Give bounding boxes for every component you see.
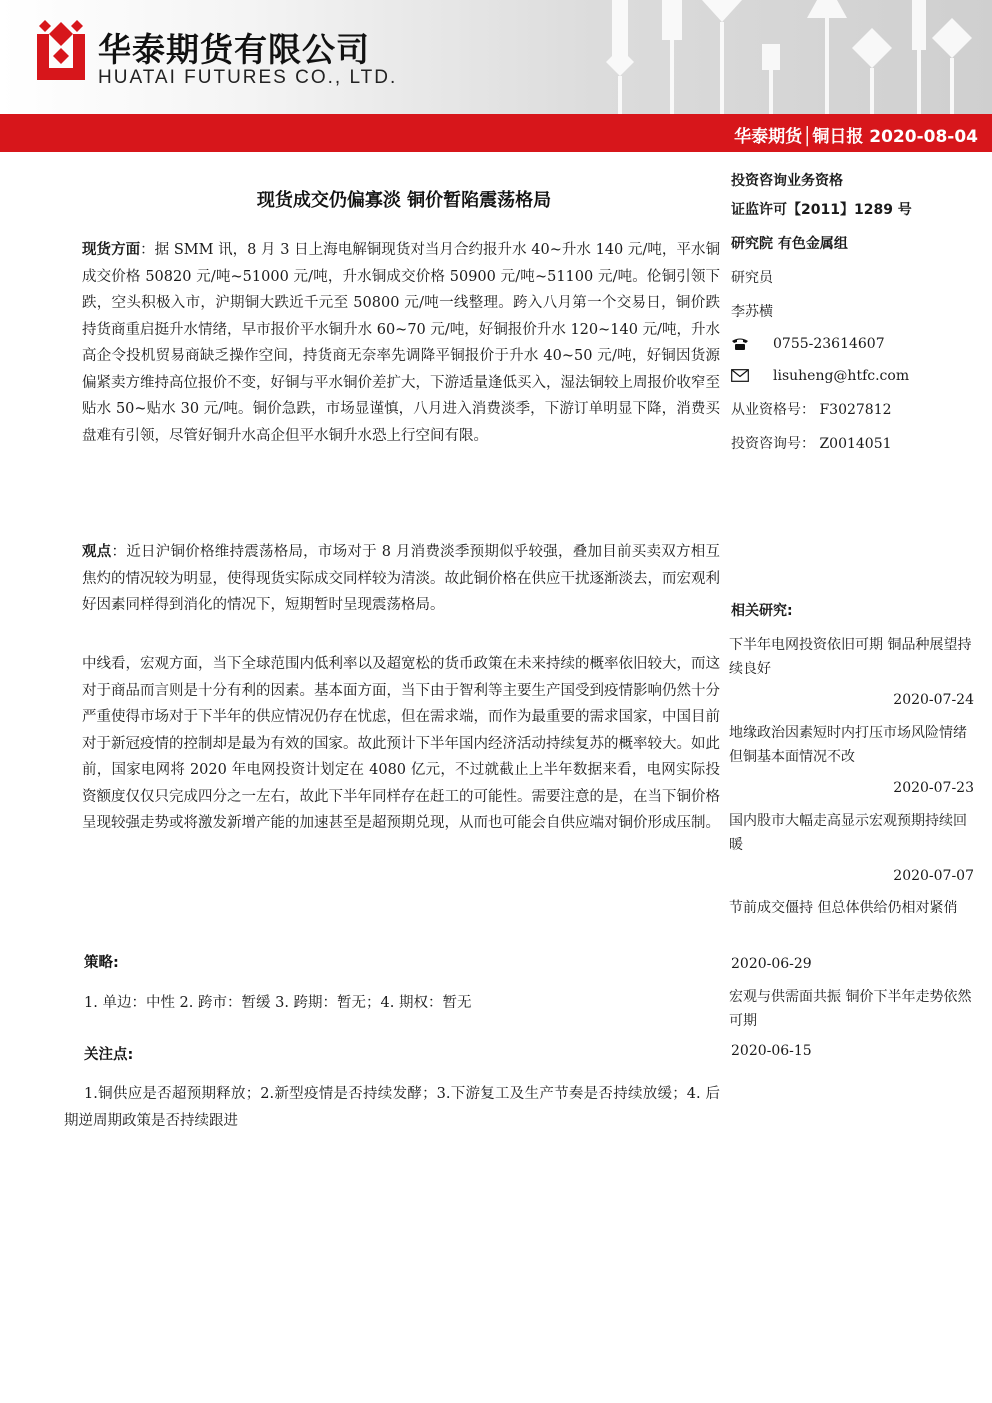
decorative-pattern: [592, 0, 992, 114]
report-title: 现货成交仍偏寡淡 铜价暂陷震荡格局: [256, 190, 552, 211]
telephone-icon: [731, 337, 749, 351]
strategy-text: 1. 单边：中性 2. 跨市：暂缓 3. 跨期：暂无；4. 期权：暂无: [84, 995, 472, 1011]
related-item-date: 2020-06-29: [731, 956, 812, 972]
view-lead: 观点: [82, 544, 112, 560]
related-item-date: 2020-06-15: [731, 1043, 812, 1059]
analyst-phone: 0755-23614607: [773, 336, 885, 352]
practice-number: 从业资格号： F3027812: [731, 402, 892, 418]
analyst-role: 研究员: [731, 270, 773, 286]
related-item-title[interactable]: 地缘政治因素短时内打压市场风险情绪 但铜基本面情况不改: [729, 725, 967, 765]
view-text: ：近日沪铜价格维持震荡格局，市场对于 8 月消费淡季预期似乎较强，叠加目前买卖双方相互焦灼的情况较为明显，使得现货实际成交同样较为清淡。故此铜价格在供应干扰逐渐淡去，而宏观利好因素同样得到消化的情况下，短期暂时呈现震荡格局。: [82, 544, 720, 613]
related-item-date: 2020-07-07: [893, 868, 974, 884]
related-item-date: 2020-07-24: [893, 692, 974, 708]
spot-paragraph: [82, 237, 720, 449]
midterm-paragraph: 中线看，宏观方面，当下全球范围内低利率以及超宽松的货币政策在未来持续的概率依旧较大，而这对于商品而言则是十分有利的因素。基本面方面，当下由于智利等主要生产国受到疫情影响仍然十分严重使得市场对于下半年的供应情况仍存在忧虑，但在需求端，而作为最重要的需求国家，中国目前对于新冠疫情的控制却是最为有效的国家。故此预计下半年国内经济活动持续复苏的概率较大。如此前，国家电网将 2020 年电网投资计划定在 4080 亿元，不过就截止上半年数据来看，电网实际投资额度仅仅只完成四分之一左右，故此下半年同样存在赶工的可能性。需要注意的是，在当下铜价格呈现较强走势或将激发新增产能的加速甚至是超预期兑现，从而也可能会自供应端对铜价形成压制。: [82, 656, 720, 831]
related-item-title[interactable]: 宏观与供需面共振 铜价下半年走势依然可期: [729, 989, 972, 1029]
analyst-email: lisuheng@htfc.com: [773, 368, 910, 384]
related-research-label: 相关研究:: [731, 603, 793, 619]
banner-text: 华泰期货│铜日报 2020-08-04: [734, 127, 978, 147]
related-item-date: 2020-07-23: [893, 780, 974, 796]
huatai-logo-icon: [33, 20, 89, 82]
license-number: 证监许可【2011】1289 号: [731, 202, 912, 218]
qualification-title: 投资咨询业务资格: [731, 173, 843, 189]
report-banner: [0, 114, 992, 152]
related-item-title[interactable]: 国内股市大幅走高显示宏观预期持续回暖: [729, 813, 967, 853]
email-icon: [731, 369, 749, 382]
consult-number: 投资咨询号： Z0014051: [731, 436, 892, 452]
focus-label: 关注点:: [84, 1047, 134, 1063]
spot-text: ：据 SMM 讯，8 月 3 日上海电解铜现货对当月合约报升水 40~升水 140 元/吨，平水铜成交价格 50820 元/吨~51000 元/吨，升水铜成交价格 50900 元/吨~51100 元/吨。伦铜引领下跌，空头积极入市，沪期铜大跌近千元至 50800 元/吨一线整理。跨入八月第一个交易日，铜价跌持货商重启挺升水情绪，早市报价平水铜升水 60~70 元/吨，好铜报价升水 120~140 元/吨，升水高企令投机贸易商缺乏操作空间，持货商无奈率先调降平铜报价于升水 40~50 元/吨，好铜因货源偏紧卖方维持高位报价不变，好铜与平水铜价差扩大，下游适量逢低买入，湿法铜较上周报价收窄至贴水 50~贴水 30 元/吨。铜价急跌，市场显谨慎，八月进入消费淡季，下游订单明显下降，消费买盘难有引领，尽管好铜升水高企但平水铜升水恐上行空间有限。: [82, 242, 720, 444]
view-paragraph: [82, 539, 720, 619]
research-dept: 研究院 有色金属组: [731, 236, 848, 252]
spot-lead: 现货方面: [82, 242, 141, 258]
company-name-en: HUATAI FUTURES CO., LTD.: [98, 67, 398, 88]
strategy-label: 策略:: [84, 955, 119, 971]
related-item-title[interactable]: 节前成交僵持 但总体供给仍相对紧俏: [729, 900, 958, 916]
related-item-title[interactable]: 下半年电网投资依旧可期 铜品种展望持续良好: [729, 637, 972, 677]
company-name-cn: 华泰期货有限公司: [98, 30, 370, 69]
page-header: [0, 0, 992, 114]
analyst-name: 李苏横: [731, 304, 773, 320]
focus-text: 1.铜供应是否超预期释放；2.新型疫情是否持续发酵；3.下游复工及生产节奏是否持续放缓；4. 后期逆周期政策是否持续跟进: [64, 1086, 720, 1129]
